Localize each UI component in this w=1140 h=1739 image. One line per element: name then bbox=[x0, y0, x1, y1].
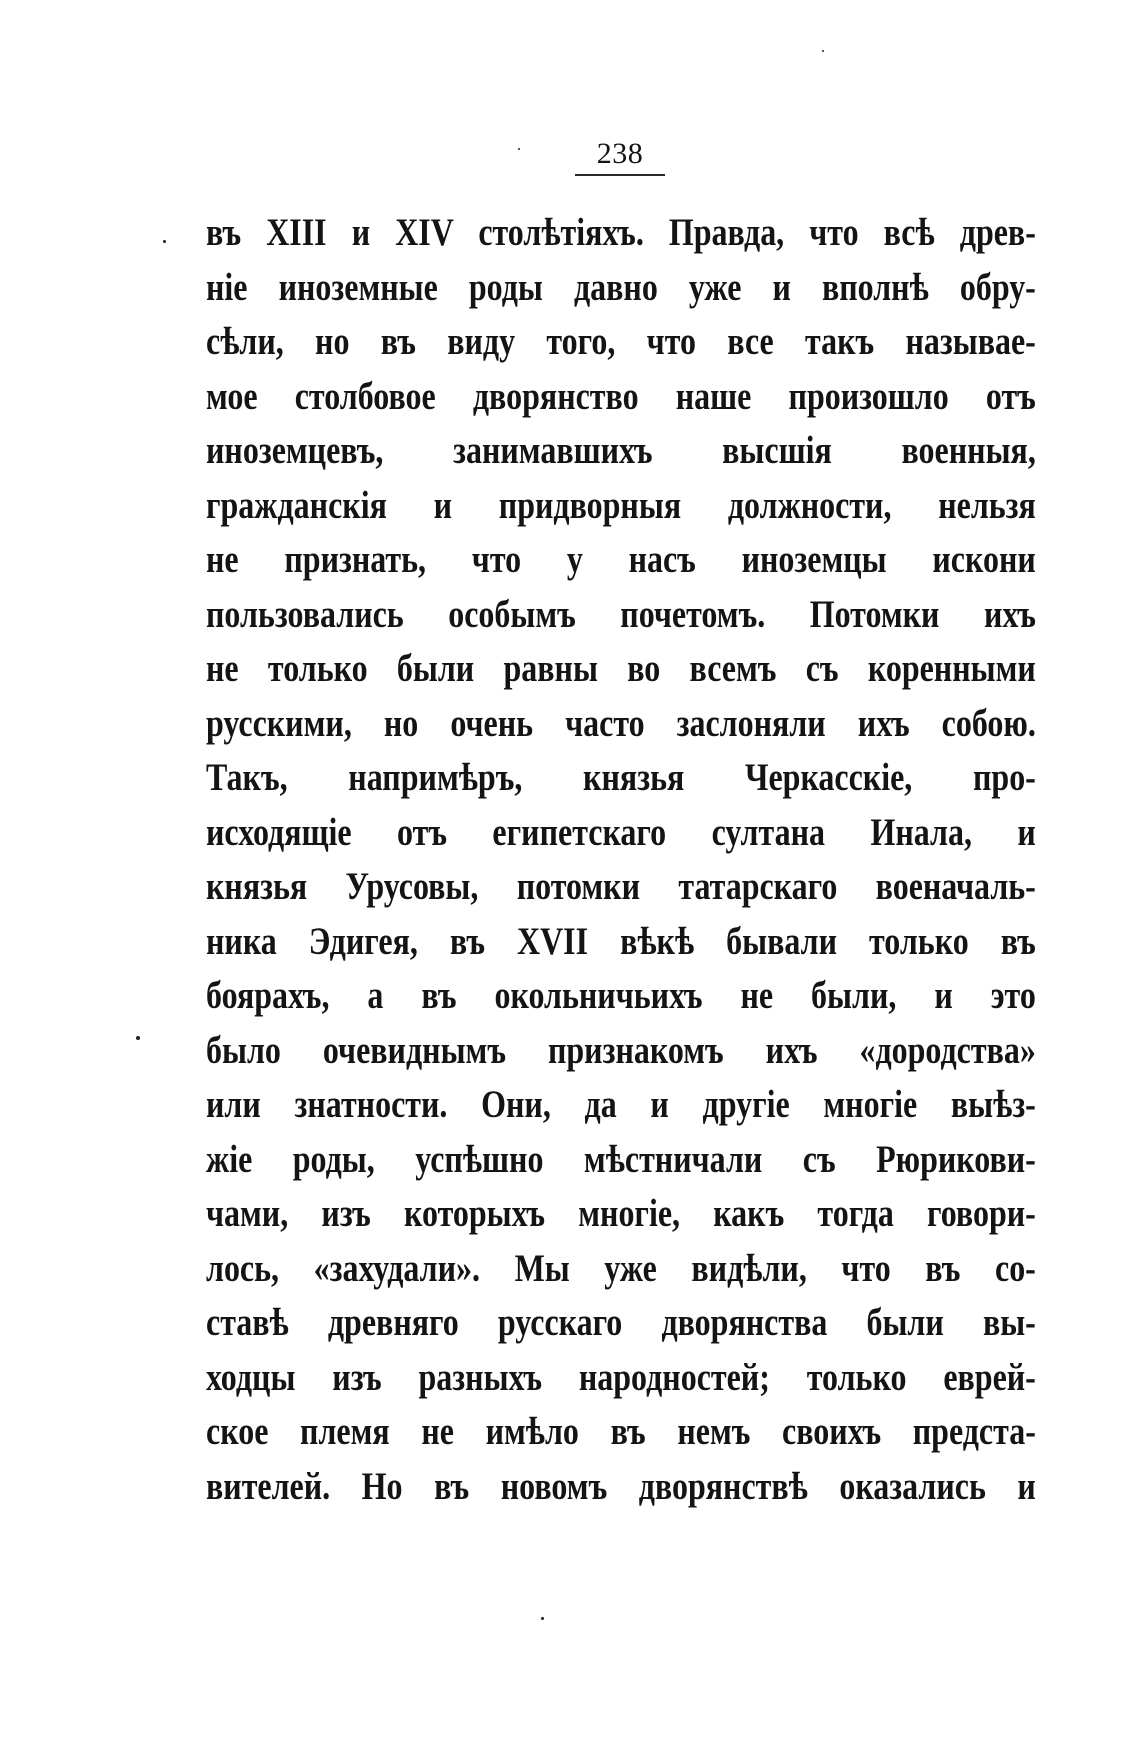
text-line: князья Урусовы, потомки татарскаго военачаль- bbox=[206, 865, 1036, 908]
text-line: ское племя не имѣло въ немъ своихъ предста- bbox=[206, 1410, 1036, 1453]
text-line: мое столбовое дворянство наше произошло отъ bbox=[206, 374, 1036, 418]
text-line: чами, изъ которыхъ многіе, какъ тогда говори- bbox=[206, 1192, 1036, 1235]
text-line: въ XIII и XIV столѣтіяхъ. Правда, что всѣ древ- bbox=[206, 211, 1036, 254]
text-line: ставѣ древняго русскаго дворянства были вы- bbox=[206, 1301, 1036, 1344]
scan-speck bbox=[822, 50, 824, 52]
text-line: пользовались особымъ почетомъ. Потомки ихъ bbox=[206, 592, 1036, 636]
text-line: жіе роды, успѣшно мѣстничали съ Рюрикови- bbox=[206, 1137, 1036, 1181]
scan-speck bbox=[163, 240, 166, 243]
text-line: ника Эдигея, въ XVII вѣкѣ бывали только въ bbox=[206, 919, 1036, 963]
page-number: 238 bbox=[575, 136, 665, 176]
scan-speck bbox=[136, 1036, 140, 1040]
text-line: ходцы изъ разныхъ народностей; только еврей- bbox=[206, 1355, 1036, 1399]
text-line: Такъ, напримѣръ, князья Черкасскіе, про- bbox=[206, 756, 1036, 799]
text-line: русскими, но очень часто заслоняли ихъ собою. bbox=[206, 701, 1036, 745]
text-line: не признать, что у насъ иноземцы искони bbox=[206, 538, 1036, 581]
text-line: иноземцевъ, занимавшихъ высшія военныя, bbox=[206, 429, 1036, 472]
text-line: не только были равны во всемъ съ коренными bbox=[206, 647, 1036, 690]
scan-speck bbox=[518, 148, 520, 150]
text-line: боярахъ, а въ окольничьихъ не были, и это bbox=[206, 974, 1036, 1017]
text-line: было очевиднымъ признакомъ ихъ «дородства» bbox=[206, 1028, 1036, 1072]
text-line: или знатности. Они, да и другіе многіе выѣз- bbox=[206, 1083, 1036, 1126]
text-line: исходящіе отъ египетскаго султана Инала, и bbox=[206, 810, 1036, 854]
text-line: сѣли, но въ виду того, что все такъ называе- bbox=[206, 320, 1036, 363]
text-line: лось, «захудали». Мы уже видѣли, что въ со- bbox=[206, 1246, 1036, 1290]
text-line: гражданскія и придворныя должности, нельзя bbox=[206, 483, 1036, 527]
body-text bbox=[206, 206, 1036, 1514]
text-line: ніе иноземные роды давно уже и вполнѣ обру- bbox=[206, 265, 1036, 309]
text-line: вителей. Но въ новомъ дворянствѣ оказались и bbox=[206, 1464, 1036, 1508]
scan-speck bbox=[541, 1617, 544, 1620]
